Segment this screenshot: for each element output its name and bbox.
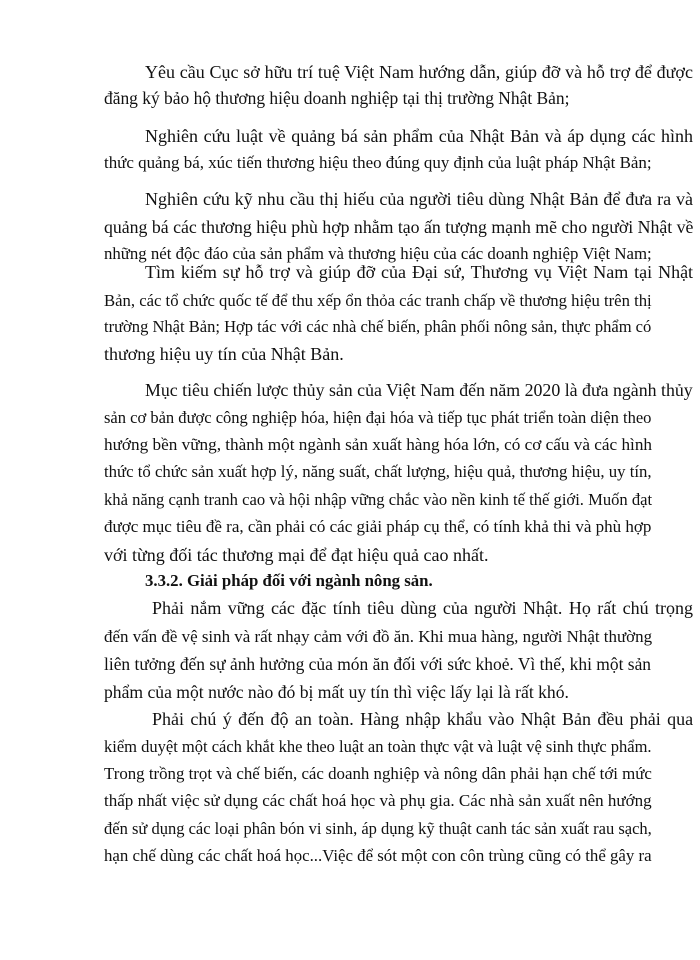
section-heading: 3.3.2. Giải pháp đối với ngành nông sản. [145, 571, 433, 590]
paragraph-line: hạn chế dùng các chất hoá học...Việc để sót một con côn trùng cũng có thể gây ra [104, 846, 652, 865]
paragraph-line: được mục tiêu đề ra, cần phải có các giải pháp cụ thể, có tính khả thi và phù hợp [104, 517, 652, 536]
paragraph-line: sản cơ bản được công nghiệp hóa, hiện đại hóa và tiếp tục phát triển toàn diện theo [104, 408, 652, 427]
paragraph-line: khả năng cạnh tranh cao và hội nhập vững chắc vào nền kinh tế thế giới. Muốn đạt [104, 490, 653, 509]
paragraph-line: Trong trồng trọt và chế biến, các doanh nghiệp và nông dân phải hạn chế tới mức [104, 764, 652, 783]
paragraph-line: đến vấn đề vệ sinh và rất nhạy cảm với đồ ăn. Khi mua hàng, người Nhật thường [104, 627, 653, 646]
paragraph-line: thấp nhất việc sử dụng các chất hoá học và phụ gia. Các nhà sản xuất nên hướng [104, 791, 652, 810]
paragraph-line: Phải nắm vững các đặc tính tiêu dùng của người Nhật. Họ rất chú trọng [152, 598, 693, 618]
paragraph-line: thức tổ chức sản xuất hợp lý, năng suất, chất lượng, hiệu quả, thương hiệu, uy tín, [104, 462, 652, 481]
paragraph-line: Tìm kiếm sự hỗ trợ và giúp đỡ của Đại sứ, Thương vụ Việt Nam tại Nhật [145, 262, 694, 282]
paragraph-line: Yêu cầu Cục sở hữu trí tuệ Việt Nam hướng dẫn, giúp đỡ và hỗ trợ để được [145, 62, 693, 82]
paragraph-line: quảng bá các thương hiệu phù hợp nhằm tạo ấn tượng mạnh mẽ cho người Nhật về [104, 217, 694, 237]
paragraph-line: liên tưởng đến sự ảnh hưởng của món ăn đối với sức khoẻ. Vì thế, khi một sản [104, 654, 652, 674]
paragraph-line: phẩm của một nước nào đó bị mất uy tín thì việc lấy lại là rất khó. [104, 682, 569, 702]
paragraph-line: kiểm duyệt một cách khắt khe theo luật an toàn thực vật và luật vệ sinh thực phẩm. [104, 737, 652, 756]
paragraph-line: Bản, các tổ chức quốc tế để thu xếp ổn thỏa các tranh chấp về thương hiệu trên thị [104, 291, 652, 310]
paragraph-line: với từng đối tác thương mại để đạt hiệu quả cao nhất. [104, 545, 489, 565]
paragraph-line: đến sử dụng các loại phân bón vi sinh, áp dụng kỹ thuật canh tác sản xuất rau sạch, [104, 819, 652, 838]
paragraph-line: Nghiên cứu kỹ nhu cầu thị hiếu của người tiêu dùng Nhật Bản để đưa ra và [145, 189, 694, 209]
paragraph-line: Phải chú ý đến độ an toàn. Hàng nhập khẩu vào Nhật Bản đều phải qua [152, 709, 694, 729]
paragraph-line: Nghiên cứu luật về quảng bá sản phẩm của Nhật Bản và áp dụng các hình [145, 126, 694, 146]
paragraph-line: Mục tiêu chiến lược thủy sản của Việt Nam đến năm 2020 là đưa ngành thủy [145, 380, 693, 400]
paragraph-line: hướng bền vững, thành một ngành sản xuất hàng hóa lớn, có cơ cấu và các hình [104, 435, 653, 454]
paragraph-line: thương hiệu uy tín của Nhật Bản. [104, 344, 344, 364]
paragraph-line: thức quảng bá, xúc tiến thương hiệu theo đúng quy định của luật pháp Nhật Bản; [104, 153, 652, 172]
paragraph-line: đăng ký bảo hộ thương hiệu doanh nghiệp tại thị trường Nhật Bản; [104, 88, 570, 108]
paragraph-line: trường Nhật Bản; Hợp tác với các nhà chế biến, phân phối nông sản, thực phẩm có [104, 317, 652, 336]
paragraph-line: những nét độc đáo của sản phẩm và thương hiệu của các doanh nghiệp Việt Nam; [104, 244, 652, 263]
